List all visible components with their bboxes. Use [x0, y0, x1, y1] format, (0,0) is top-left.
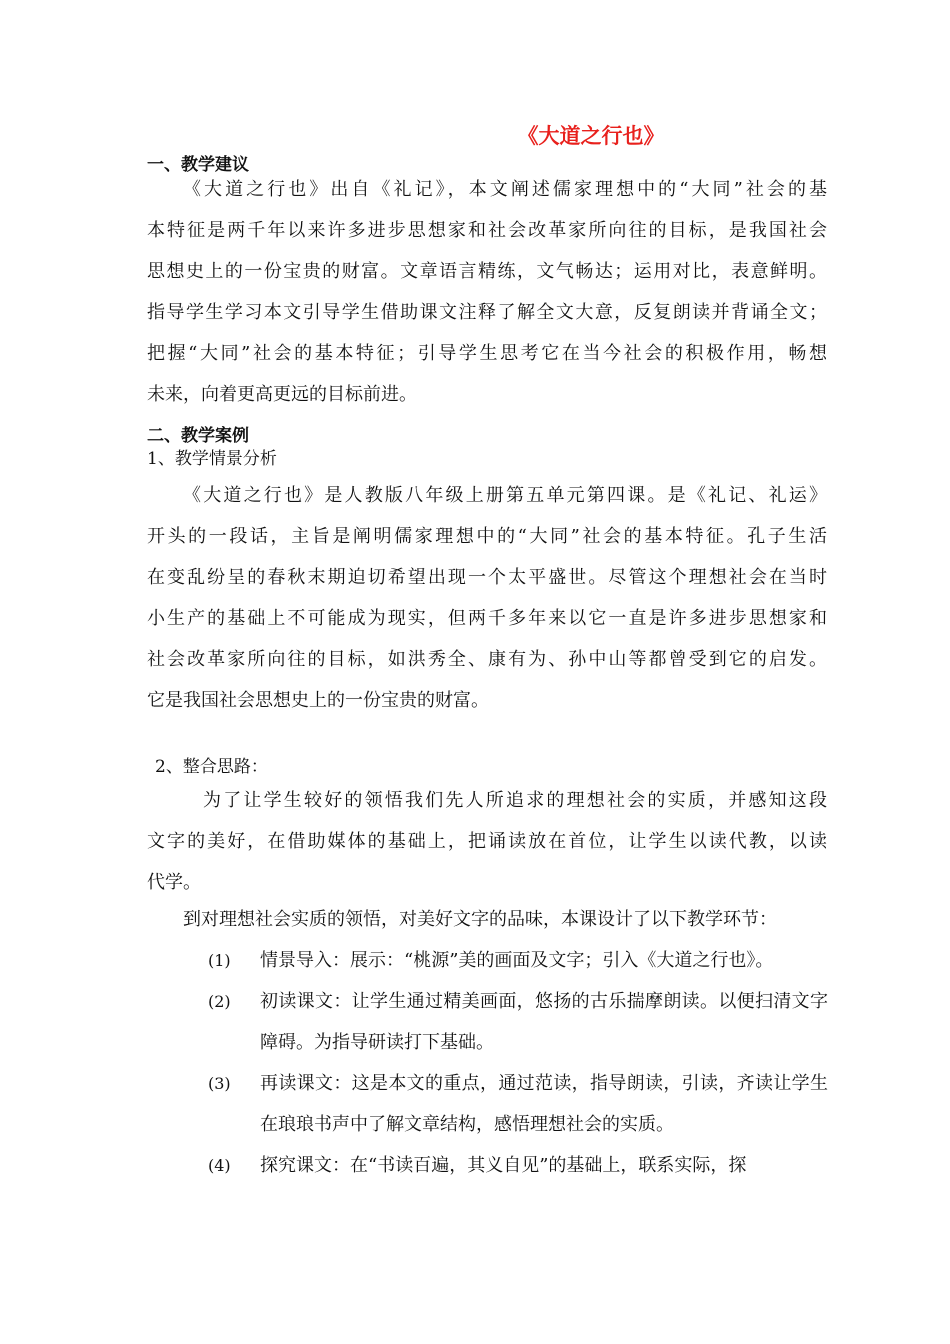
section-heading-teaching-case: 二、教学案例: [147, 426, 249, 446]
section-heading-teaching-suggestions: 一、教学建议: [147, 155, 249, 175]
step-number: (2): [208, 992, 231, 1011]
step-text: 探究课文：在“书读百遍，其义自见”的基础上，联系实际，探: [260, 1155, 747, 1176]
paragraph-teaching-suggestions: [147, 169, 827, 415]
teaching-step: [208, 981, 828, 1063]
paragraph-line: 思想史上的一份宝贵的财富。文章语言精练，文气畅达；运用对比，表意鲜明。: [147, 261, 827, 282]
step-text: 再读课文：这是本文的重点，通过范读，指导朗读，引读，齐读让学生在琅琅书声中了解文章结构，感悟理想社会的实质。: [260, 1073, 828, 1135]
step-text: 情景导入：展示：“桃源”美的画面及文字；引入《大道之行也》。: [260, 950, 774, 971]
paragraph-line: 把握“大同”社会的基本特征；引导学生思考它在当今社会的积极作用，畅想: [147, 343, 827, 364]
paragraph-line: 到对理想社会实质的领悟，对美好文字的品味，本课设计了以下教学环节：: [183, 909, 777, 930]
teaching-steps-list: [208, 940, 828, 1186]
step-number: (1): [208, 951, 231, 970]
paragraph-line: 它是我国社会思想史上的一份宝贵的财富。: [147, 690, 489, 711]
paragraph-line: 为了让学生较好的领悟我们先人所追求的理想社会的实质，并感知这段: [203, 790, 827, 811]
paragraph-line: 未来，向着更高更远的目标前进。: [147, 384, 417, 405]
step-text: 初读课文：让学生通过精美画面，悠扬的古乐揣摩朗读。以便扫清文字障碍。为指导研读打下基础。: [260, 991, 828, 1053]
teaching-step: [208, 940, 828, 981]
teaching-step: [208, 1063, 828, 1145]
paragraph-line: 代学。: [147, 872, 201, 893]
paragraph-line: 文字的美好，在借助媒体的基础上，把诵读放在首位，让学生以读代教，以读: [147, 831, 827, 852]
paragraph-line: 在变乱纷呈的春秋末期迫切希望出现一个太平盛世。尽管这个理想社会在当时: [147, 567, 827, 588]
step-number: (3): [208, 1074, 231, 1093]
paragraph-integration-approach: [147, 780, 827, 903]
paragraph-line: 《大道之行也》是人教版八年级上册第五单元第四课。是《礼记、礼运》: [183, 485, 827, 506]
paragraph-line: 本特征是两千年以来许多进步思想家和社会改革家所向往的目标，是我国社会: [147, 220, 827, 241]
paragraph-line: 社会改革家所向往的目标，如洪秀全、康有为、孙中山等都曾受到它的启发。: [147, 649, 827, 670]
subheading-situation-analysis: 1、教学情景分析: [147, 449, 277, 469]
paragraph-line: 《大道之行也》出自《礼记》，本文阐述儒家理想中的“大同”社会的基: [183, 179, 827, 200]
paragraph-situation-analysis: [147, 475, 827, 721]
teaching-step: [208, 1145, 828, 1186]
paragraph-line: 小生产的基础上不可能成为现实，但两千多年来以它一直是许多进步思想家和: [147, 608, 827, 629]
step-number: (4): [208, 1156, 231, 1175]
paragraph-line: 开头的一段话，主旨是阐明儒家理想中的“大同”社会的基本特征。孔子生活: [147, 526, 827, 547]
paragraph-lead: [147, 899, 827, 940]
document-title: 《大道之行也》: [517, 124, 665, 148]
subheading-integration-approach: 2、整合思路：: [155, 757, 268, 777]
paragraph-line: 指导学生学习本文引导学生借助课文注释了解全文大意，反复朗读并背诵全文；: [147, 302, 827, 323]
